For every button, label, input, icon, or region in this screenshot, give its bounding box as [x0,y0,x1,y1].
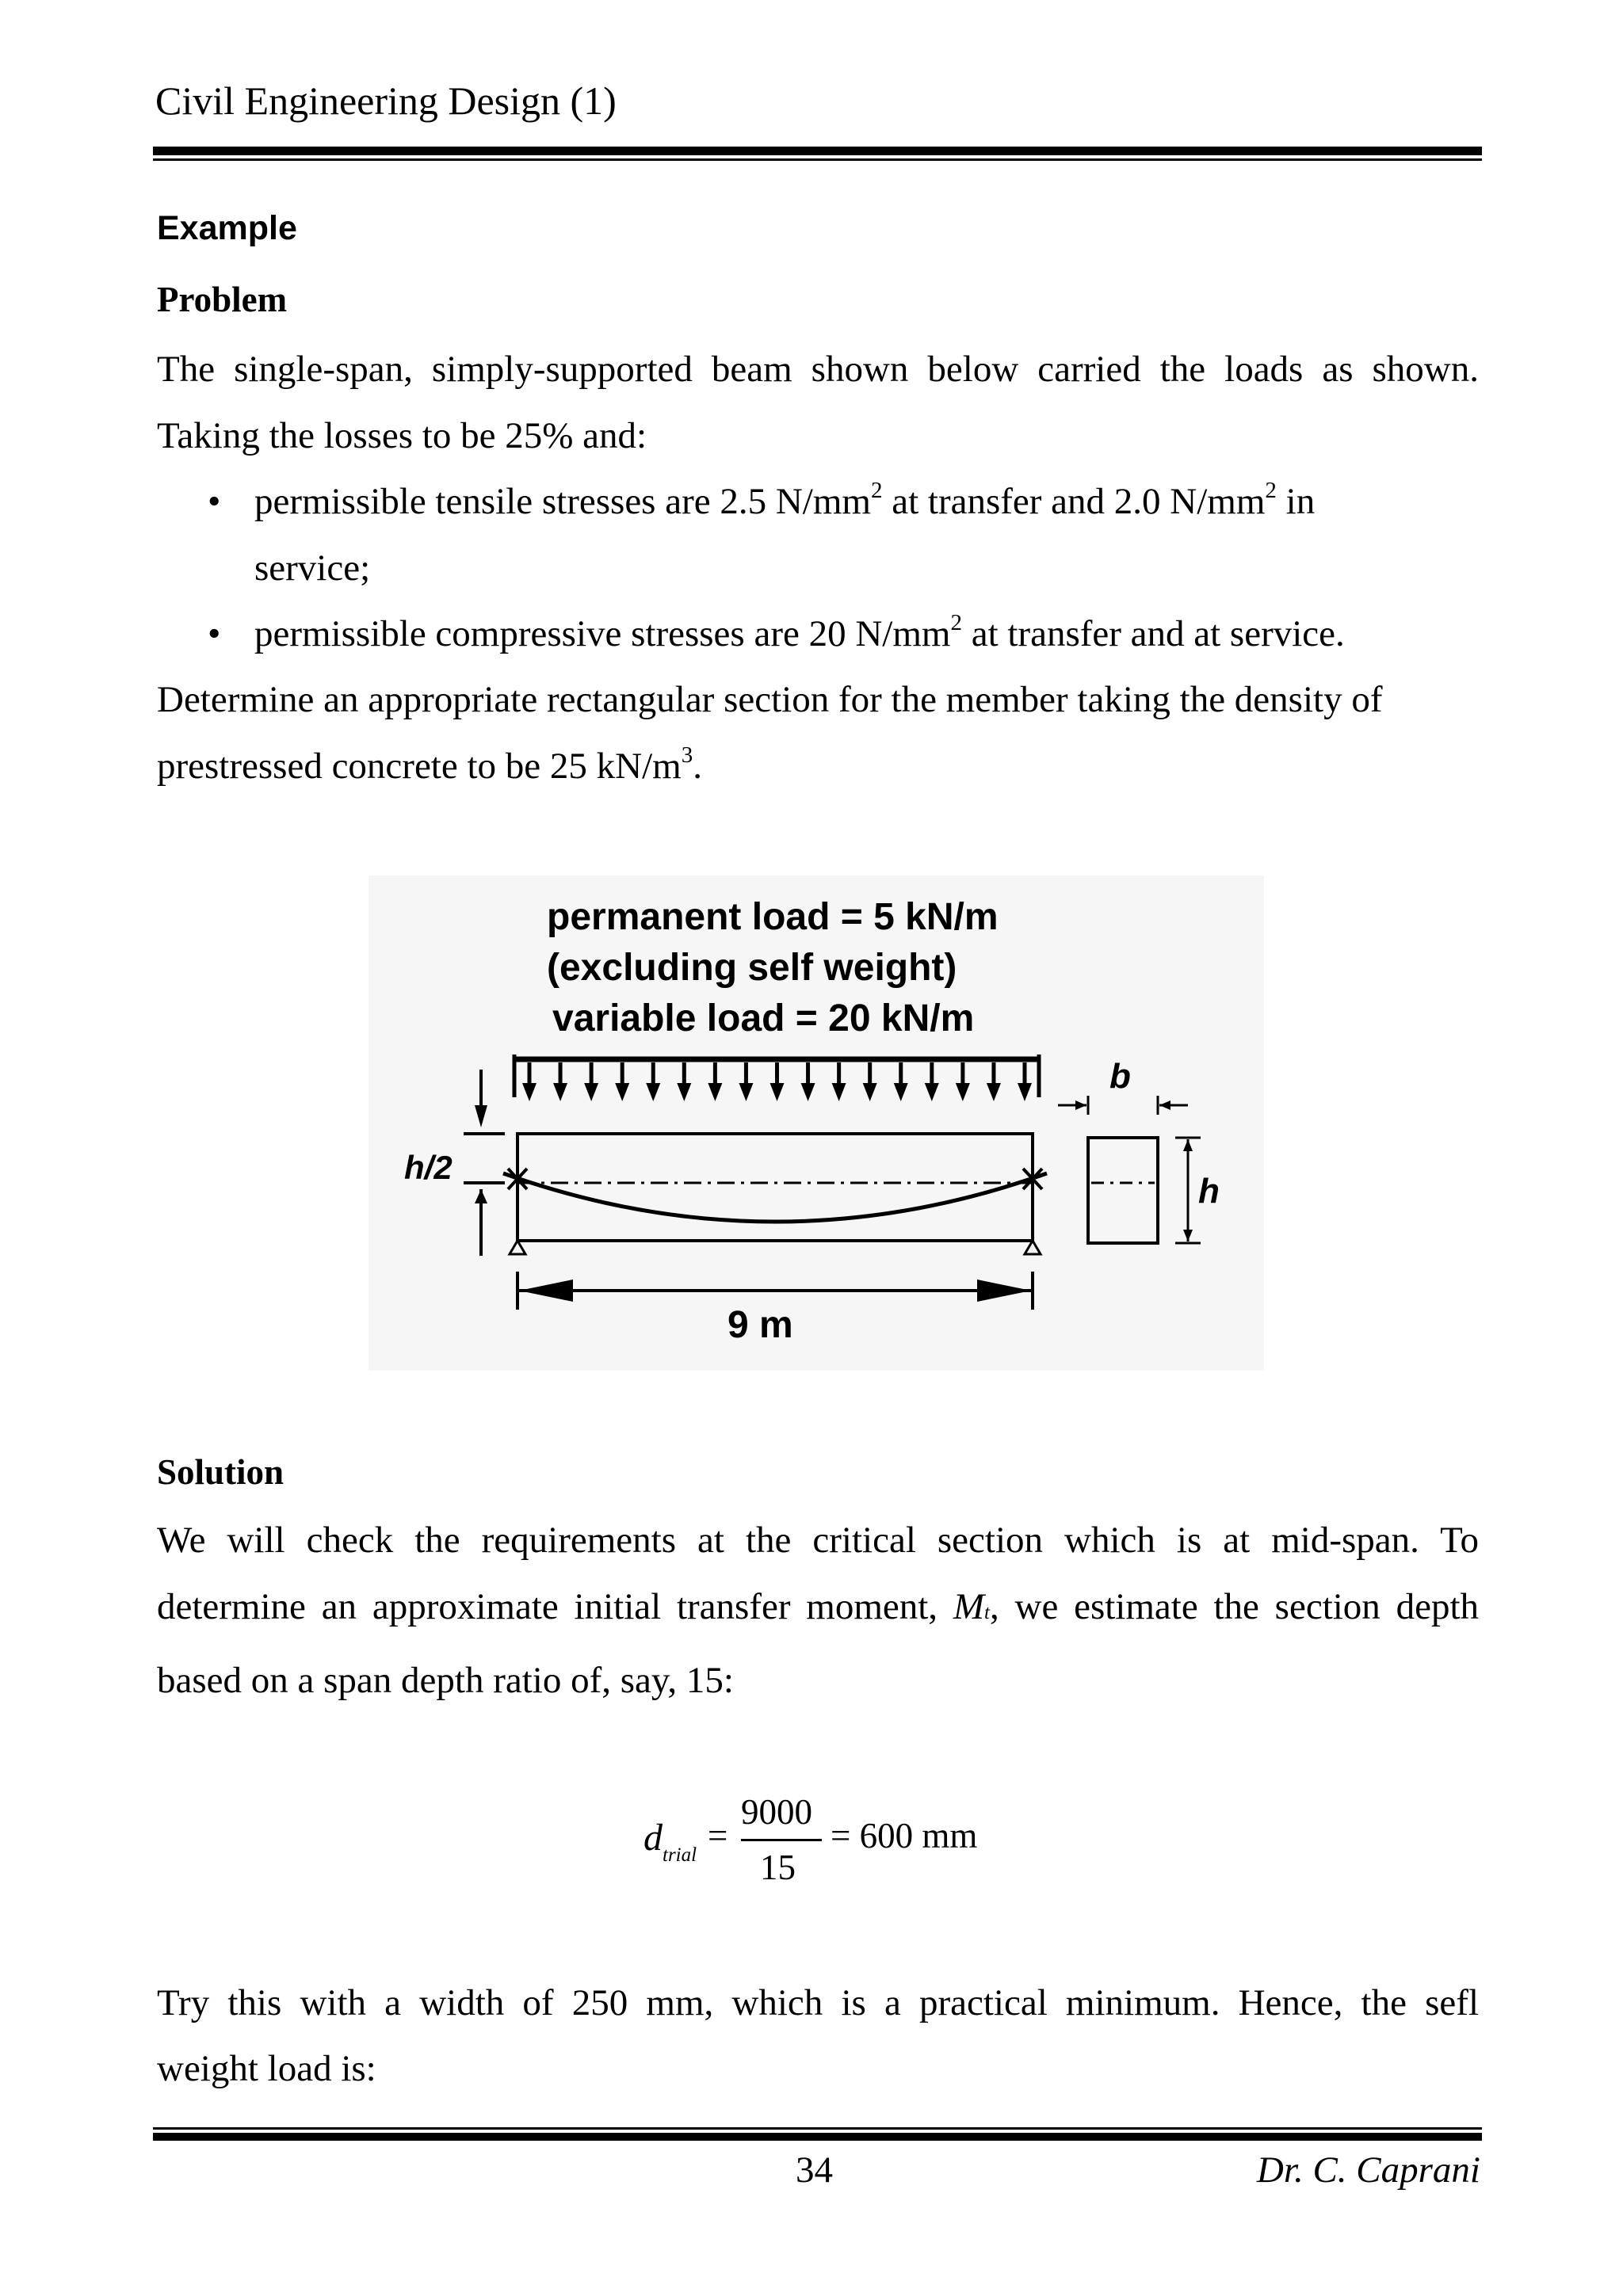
running-header: Civil Engineering Design (1) [155,78,617,123]
header-rule-thick [153,147,1482,155]
solution-line5: weight load is: [157,2048,376,2089]
h-half-label: h/2 [404,1149,453,1186]
equation-denominator: 15 [760,1848,796,1887]
equation-d: d [643,1817,663,1859]
bullet-item-tensile: permissible tensile stresses are 2.5 $N/mm^2$ at transfer and 2.0 $N/mm^2$ in [254,478,1316,522]
variable-load-label: variable load = 20 kN/m [552,997,975,1039]
bullet-marker-2: • [208,613,221,654]
author-credit: Dr. C. Caprani [1256,2149,1480,2191]
equation-d-subscript: trial [663,1844,697,1866]
determine-line2: prestressed concrete to be 25 $kN/m^3$. [157,742,702,787]
solution-line4: Try this with a width of 250 mm, which is a practical minimum. Hence, the sefl [157,1982,1479,2023]
equation-result: = 600 mm [831,1816,978,1855]
problem-text-line2: Taking the losses to be 25% and: [157,415,647,456]
header-rule-thin [153,158,1482,161]
example-heading: Example [157,209,297,247]
problem-text-line1: The single-span, simply-supported beam shown below carried the loads as shown. [157,349,1479,390]
solution-heading: Solution [157,1452,285,1492]
footer-rule-thin [153,2127,1482,2130]
solution-line3: based on a span depth ratio of, say, 15: [157,1660,734,1701]
footer-rule-thick [153,2133,1482,2141]
determine-line1: Determine an appropriate rectangular section for the member taking the density of [157,679,1383,720]
bullet-marker-1: • [208,481,221,522]
bullet-item-compressive: permissible compressive stresses are 20 $N/mm^2$ at transfer and at service. [254,610,1345,654]
equation-numerator: 9000 [741,1792,812,1832]
span-label: 9 m [727,1304,793,1346]
solution-line1: We will check the requirements at the critical section which is at mid-span. To [157,1520,1479,1561]
equation-equals: = [708,1816,728,1855]
b-label: b [1109,1057,1131,1096]
solution-line2: determine an approximate initial transfer moment, Mt, we estimate the section depth [157,1586,1480,1627]
h-label: h [1198,1172,1220,1211]
beam-diagram [369,875,1264,1371]
problem-heading: Problem [157,280,288,319]
bullet-item-tensile-cont: service; [254,547,371,589]
equation-fraction-bar [741,1839,822,1841]
excluding-self-weight-label: (excluding self weight) [547,947,957,989]
permanent-load-label: permanent load = 5 kN/m [547,896,999,938]
page-number: 34 [796,2149,833,2191]
